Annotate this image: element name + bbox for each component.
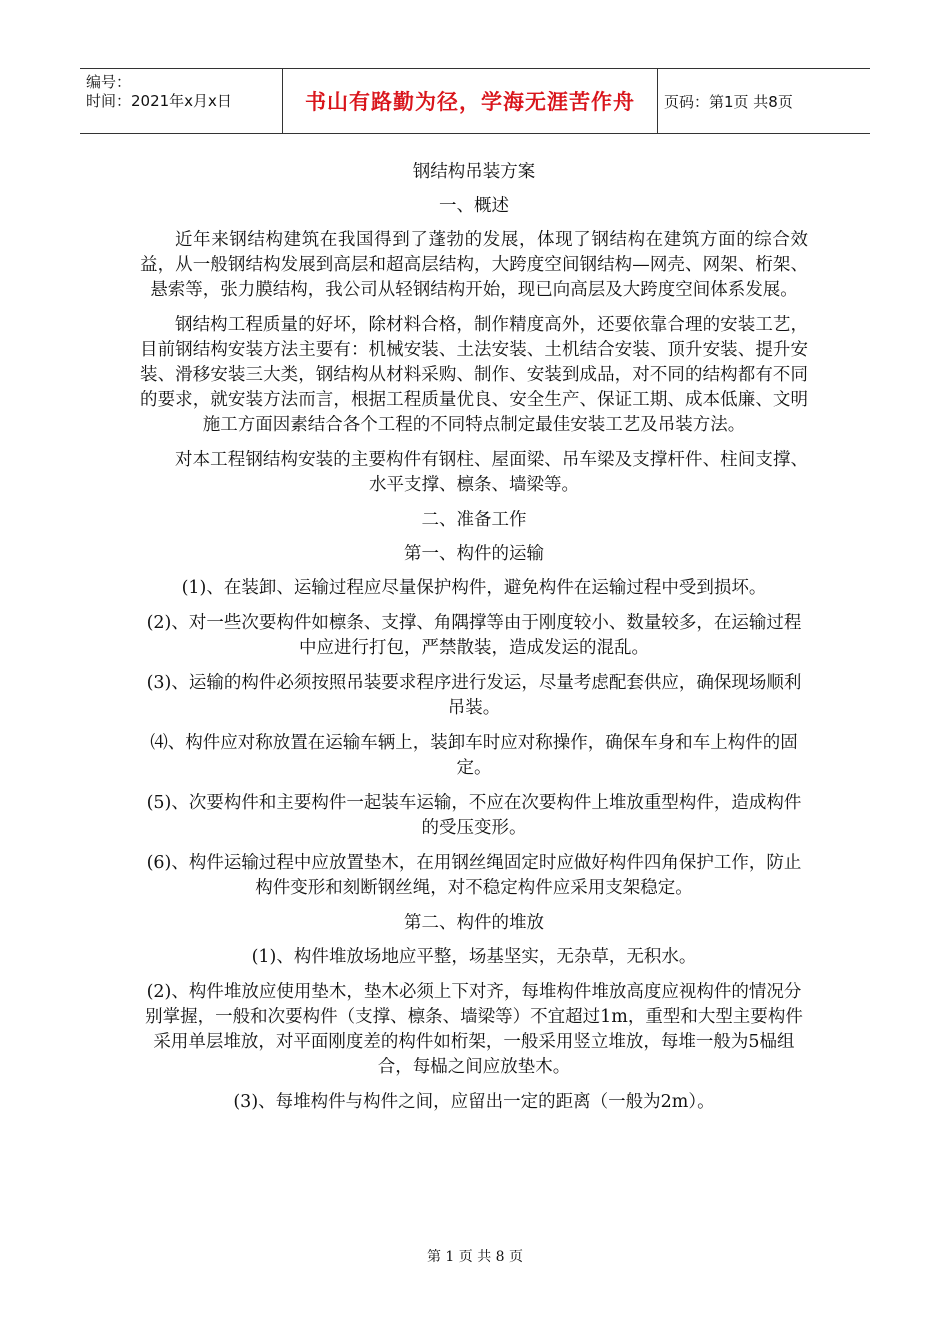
list-item: (2)、构件堆放应使用垫木，垫木必须上下对齐，每堆构件堆放高度应视构件的情况分别掌握，一般和次要构件（支撑、檩条、墙梁等）不宜超过1m，重型和大型主要构件采用单层堆放，对平面刚度差的构件如桁架，一般采用竖立堆放，每堆一般为5榀组合，每榀之间应放垫木。 bbox=[145, 982, 803, 1077]
page-footer: 第 1 页 共 8 页 bbox=[426, 1249, 524, 1265]
header-info-cell bbox=[80, 69, 283, 133]
doc-time-label: 时间：2021年x月x日 bbox=[86, 92, 232, 110]
page-header bbox=[80, 68, 870, 134]
doc-title: 钢结构吊装方案 bbox=[412, 162, 536, 182]
section-1-paragraph-1: 近年来钢结构建筑在我国得到了蓬勃的发展，体现了钢结构在建筑方面的综合效益，从一般钢结构发展到高层和超高层结构，大跨度空间钢结构—网壳、网架、桁架、悬索等，张力膜结构，我公司从轻钢结构开始，现已向高层及大跨度空间体系发展。 bbox=[140, 230, 808, 300]
list-item: (2)、对一些次要构件如檩条、支撑、角隅撑等由于刚度较小、数量较多，在运输过程中应进行打包，严禁散装，造成发运的混乱。 bbox=[146, 613, 802, 658]
list-item: ⑷、构件应对称放置在运输车辆上，装卸车时应对称操作，确保车身和车上构件的固定。 bbox=[150, 733, 798, 778]
storage-list bbox=[140, 945, 808, 1115]
section-1-paragraph-3: 对本工程钢结构安装的主要构件有钢柱、屋面梁、吊车梁及支撑杆件、柱间支撑、水平支撑、檩条、墙梁等。 bbox=[175, 450, 808, 495]
list-item: (3)、运输的构件必须按照吊装要求程序进行发运，尽量考虑配套供应，确保现场顺利吊装。 bbox=[146, 673, 802, 718]
section-1-paragraph-2: 钢结构工程质量的好坏，除材料合格，制作精度高外，还要依靠合理的安装工艺，目前钢结构安装方法主要有：机械安装、土法安装、土机结合安装、顶升安装、提升安装、滑移安装三大类，钢结构从材料采购、制作、安装到成品，对不同的结构都有不同的要求，就安装方法而言，根据工程质量优良、安全生产、保证工期、成本低廉、文明施工方面因素结合各个工程的不同特点制定最佳安装工艺及吊装方法。 bbox=[140, 315, 808, 435]
list-item: (6)、构件运输过程中应放置垫木，在用钢丝绳固定时应做好构件四角保护工作，防止构件变形和刻断钢丝绳，对不稳定构件应采用支架稳定。 bbox=[146, 853, 802, 898]
list-item: (1)、构件堆放场地应平整，场基坚实，无杂草，无积水。 bbox=[251, 947, 697, 967]
list-item: (1)、在装卸、运输过程应尽量保护构件，避免构件在运输过程中受到损坏。 bbox=[181, 578, 767, 598]
section-2-heading: 二、准备工作 bbox=[421, 510, 527, 530]
subsection-storage-heading: 第二、构件的堆放 bbox=[404, 913, 544, 933]
doc-number-label: 编号： bbox=[86, 73, 132, 91]
section-1-heading: 一、概述 bbox=[439, 196, 509, 216]
document-body bbox=[140, 152, 808, 1125]
header-page-label: 页码：第1页 共8页 bbox=[664, 92, 793, 111]
list-item: (3)、每堆构件与构件之间，应留出一定的距离（一般为2m）。 bbox=[233, 1092, 715, 1112]
transport-list bbox=[140, 576, 808, 901]
list-item: (5)、次要构件和主要构件一起装车运输，不应在次要构件上堆放重型构件，造成构件的受压变形。 bbox=[146, 793, 802, 838]
header-motto: 书山有路勤为径，学海无涯苦作舟 bbox=[283, 69, 658, 133]
subsection-transport-heading: 第一、构件的运输 bbox=[404, 544, 544, 564]
